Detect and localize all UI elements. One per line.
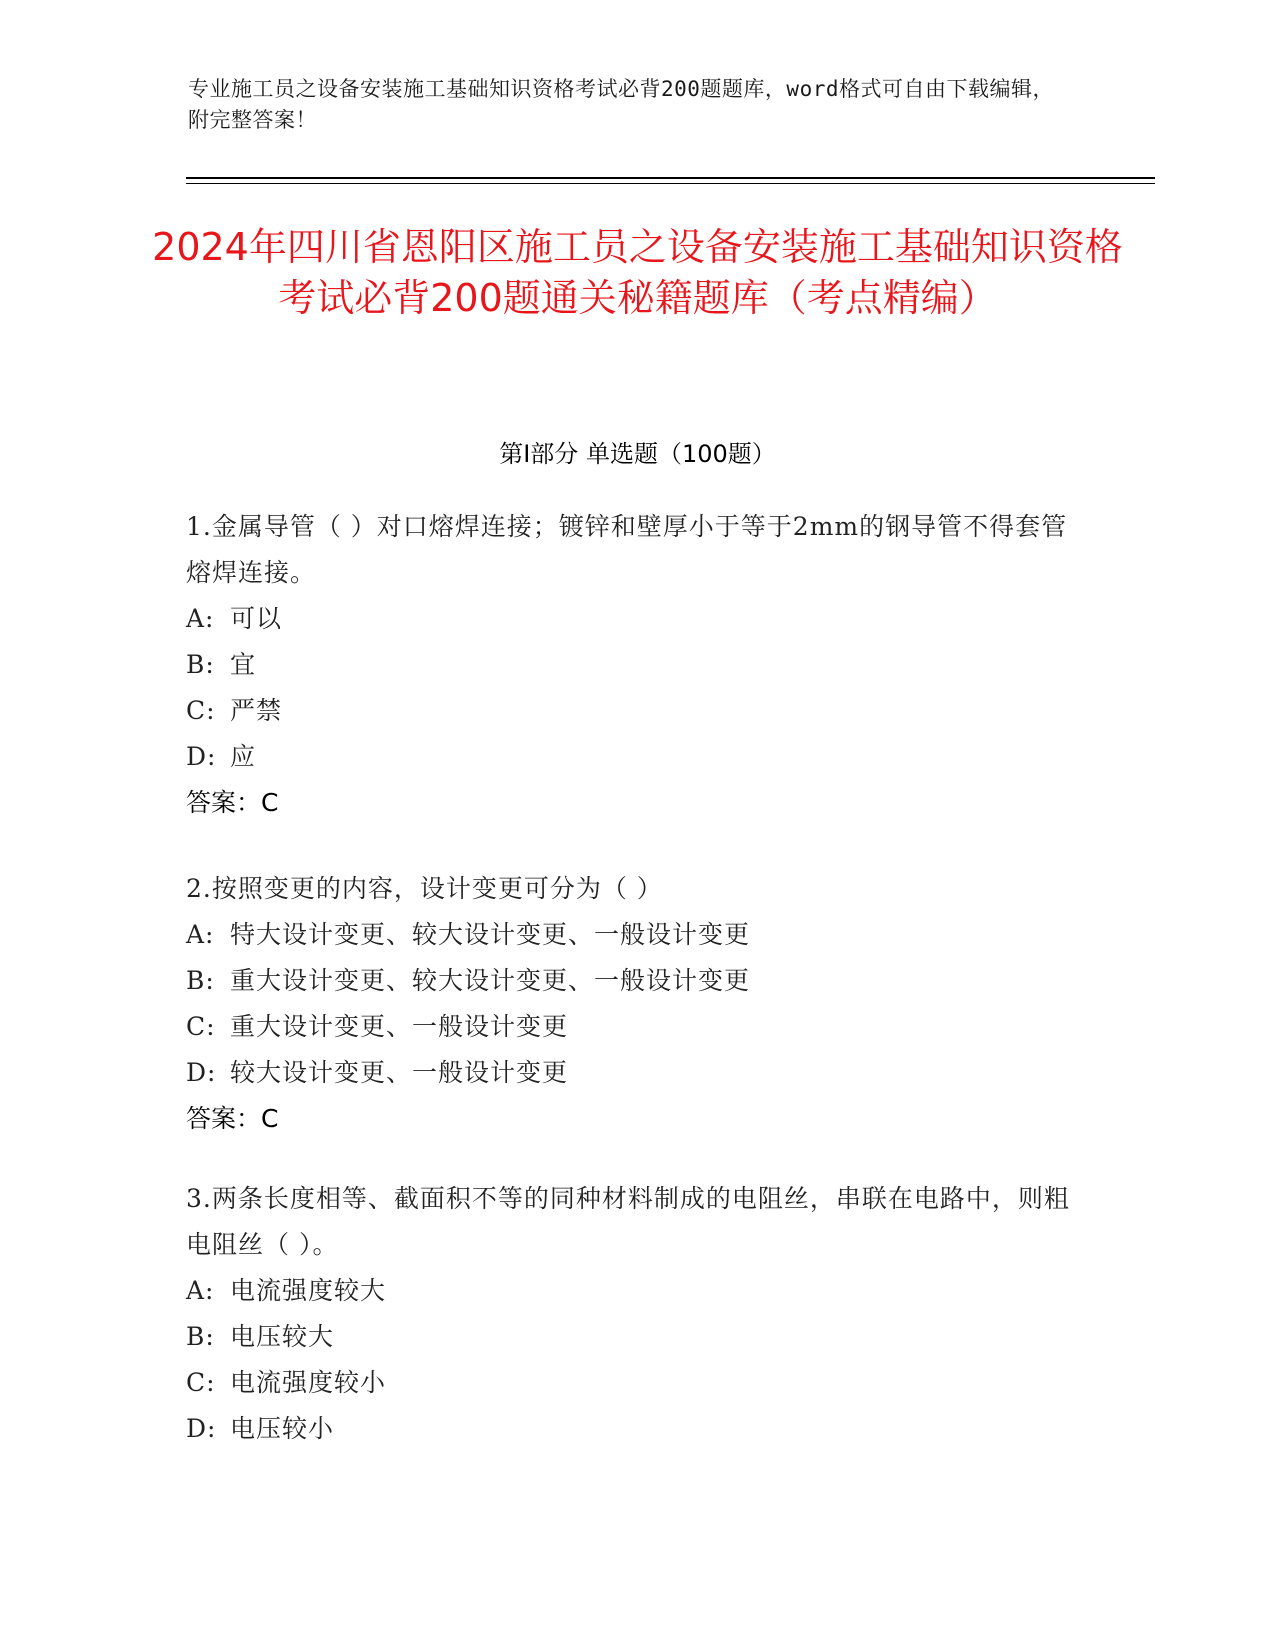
header-divider-thin	[186, 183, 1155, 184]
option-letter: C:	[186, 1012, 216, 1041]
option-text: 电压较大	[230, 1322, 335, 1351]
document-title: 2024年四川省恩阳区施工员之设备安装施工基础知识资格考试必背200题通关秘籍题库（考点精编）	[152, 225, 1123, 320]
section-heading: 第Ⅰ部分 单选题（100题）	[499, 440, 776, 468]
option-text: 较大设计变更、一般设计变更	[230, 1058, 569, 1087]
option-text: 严禁	[230, 696, 283, 725]
option-text: 宜	[230, 650, 257, 679]
option-text: 电流强度较小	[230, 1368, 387, 1397]
option-letter: B:	[186, 650, 215, 679]
option-a	[186, 912, 1076, 958]
option-b	[186, 1314, 1076, 1360]
option-text: 可以	[230, 604, 283, 633]
answer-line: 答案：C	[186, 788, 279, 817]
option-a	[186, 1268, 1076, 1314]
header-divider-thick	[186, 177, 1155, 179]
header-note: 专业施工员之设备安装施工基础知识资格考试必背200题题库，word格式可自由下载编辑，附完整答案！	[188, 77, 1054, 132]
question-3	[186, 1176, 1076, 1452]
option-b	[186, 958, 1076, 1004]
question-2	[186, 866, 1076, 1142]
answer-line: 答案：C	[186, 1104, 279, 1133]
option-letter: D:	[186, 742, 217, 771]
option-letter: D:	[186, 1058, 217, 1087]
option-letter: B:	[186, 966, 215, 995]
option-c	[186, 1004, 1076, 1050]
option-letter: A:	[186, 920, 215, 949]
option-letter: A:	[186, 604, 215, 633]
option-text: 重大设计变更、一般设计变更	[230, 1012, 569, 1041]
question-stem: 2.按照变更的内容，设计变更可分为（ ）	[186, 874, 663, 903]
option-letter: B:	[186, 1322, 215, 1351]
option-d	[186, 1050, 1076, 1096]
option-d	[186, 734, 1076, 780]
option-text: 电流强度较大	[230, 1276, 387, 1305]
question-stem: 1.金属导管（ ）对口熔焊连接；镀锌和壁厚小于等于2mm的钢导管不得套管熔焊连接。	[186, 512, 1068, 587]
option-text: 应	[230, 742, 257, 771]
option-letter: A:	[186, 1276, 215, 1305]
option-letter: C:	[186, 696, 216, 725]
option-letter: C:	[186, 1368, 216, 1397]
question-1	[186, 504, 1076, 826]
option-letter: D:	[186, 1414, 217, 1443]
option-text: 电压较小	[230, 1414, 335, 1443]
option-text: 重大设计变更、较大设计变更、一般设计变更	[230, 966, 751, 995]
option-a	[186, 596, 1076, 642]
option-text: 特大设计变更、较大设计变更、一般设计变更	[230, 920, 751, 949]
option-c	[186, 1360, 1076, 1406]
option-d	[186, 1406, 1076, 1452]
option-c	[186, 688, 1076, 734]
option-b	[186, 642, 1076, 688]
question-stem: 3.两条长度相等、截面积不等的同种材料制成的电阻丝，串联在电路中，则粗电阻丝（ ）。	[186, 1184, 1070, 1259]
